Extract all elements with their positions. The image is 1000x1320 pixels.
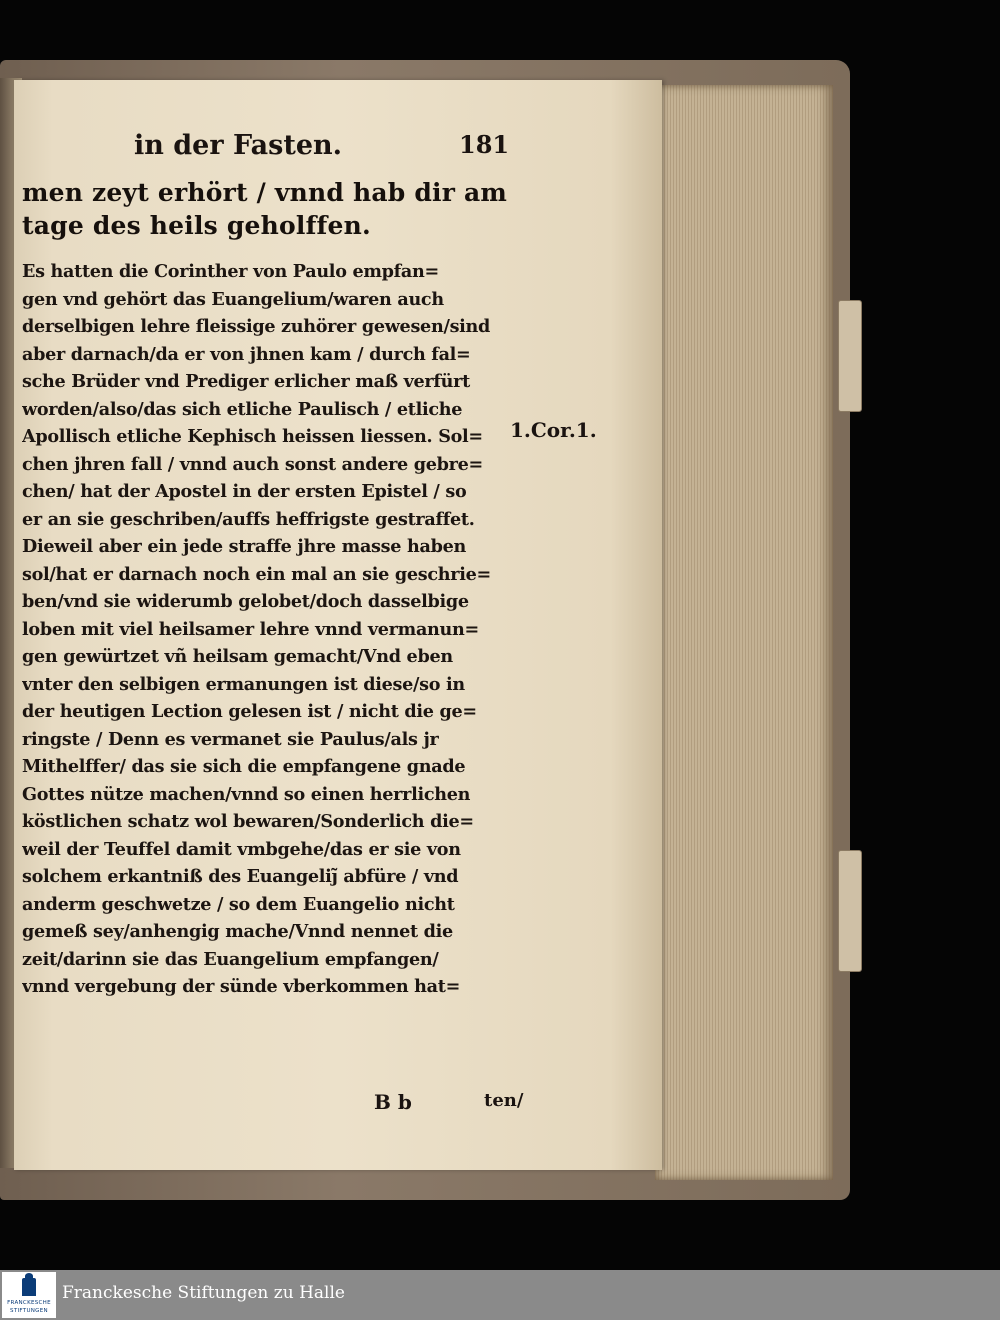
- heading-block: [22, 176, 522, 242]
- text-line: sche Brüder vnd Prediger erlicher maß verfürt: [22, 371, 470, 392]
- text-line: anderm geschwetze / so dem Euangelio nicht: [22, 893, 455, 915]
- text-line: der heutigen Lection gelesen ist / nicht die ge=: [22, 701, 477, 722]
- catchword: ten/: [484, 1090, 524, 1111]
- text-line: Es hatten die Corinther von Paulo empfan=: [22, 261, 439, 282]
- institution-logo[interactable]: [2, 1272, 56, 1318]
- heading-line: tage des heils geholffen.: [22, 211, 371, 240]
- text-line: gemeß sey/anhengig mache/Vnnd nennet die: [22, 921, 453, 942]
- text-line: Apollisch etliche Kephisch heissen liessen. Sol=: [22, 426, 483, 447]
- text-line: aber darnach/da er von jhnen kam / durch fal=: [22, 343, 471, 365]
- text-line: gen gewürtzet vñ heilsam gemacht/Vnd eben: [22, 646, 453, 667]
- footer-caption: Franckesche Stiftungen zu Halle: [62, 1283, 345, 1303]
- text-line: ben/vnd sie widerumb gelobet/doch dasselbige: [22, 591, 469, 612]
- signature-mark: B b: [374, 1090, 412, 1114]
- text-line: gen vnd gehört das Euangelium/waren auch: [22, 288, 444, 310]
- logo-text: FRANCKESCHE: [7, 1300, 51, 1306]
- text-line: sol/hat er darnach noch ein mal an sie geschrie=: [22, 563, 491, 585]
- text-line: Gottes nütze machen/vnnd so einen herrlichen: [22, 783, 471, 805]
- text-line: weil der Teuffel damit vmbgehe/das er sie von: [22, 838, 461, 860]
- text-line: chen/ hat der Apostel in der ersten Epistel / so: [22, 481, 467, 502]
- logo-text: STIFTUNGEN: [10, 1308, 48, 1314]
- text-line: köstlichen schatz wol bewaren/Sonderlich die=: [22, 811, 474, 832]
- text-line: chen jhren fall / vnnd auch sonst andere gebre=: [22, 453, 483, 475]
- text-line: er an sie geschriben/auffs heffrigste gestraffet.: [22, 508, 475, 530]
- text-line: zeit/darinn sie das Euangelium empfangen/: [22, 948, 439, 970]
- page-tab: [838, 300, 862, 412]
- page-tab: [838, 850, 862, 972]
- marginal-note: 1.Cor.1.: [510, 418, 597, 442]
- text-line: ringste / Denn es vermanet sie Paulus/als jr: [22, 728, 439, 750]
- book-page: [14, 80, 662, 1170]
- footer-bar: [0, 1270, 1000, 1320]
- text-line: vnter den selbigen ermanungen ist diese/so in: [22, 673, 465, 695]
- text-line: loben mit viel heilsamer lehre vnnd vermanun=: [22, 618, 479, 640]
- text-line: Mithelffer/ das sie sich die empfangene gnade: [22, 756, 466, 777]
- text-line: solchem erkantniß des Euangeliȷ̃ abfüre / vnd: [22, 866, 459, 887]
- text-line: worden/also/das sich etliche Paulisch / etliche: [22, 398, 463, 420]
- text-line: Dieweil aber ein jede straffe jhre masse haben: [22, 536, 466, 557]
- page-edges: [655, 85, 833, 1180]
- page-number: 181: [459, 130, 510, 159]
- building-icon: [22, 1278, 36, 1296]
- heading-line: men zeyt erhört / vnnd hab dir am: [22, 178, 508, 207]
- running-head: in der Fasten.: [134, 130, 343, 161]
- body-text: [22, 258, 527, 1001]
- text-line: derselbigen lehre fleissige zuhörer gewesen/sind: [22, 316, 491, 337]
- text-line: vnnd vergebung der sünde vberkommen hat=: [22, 976, 461, 997]
